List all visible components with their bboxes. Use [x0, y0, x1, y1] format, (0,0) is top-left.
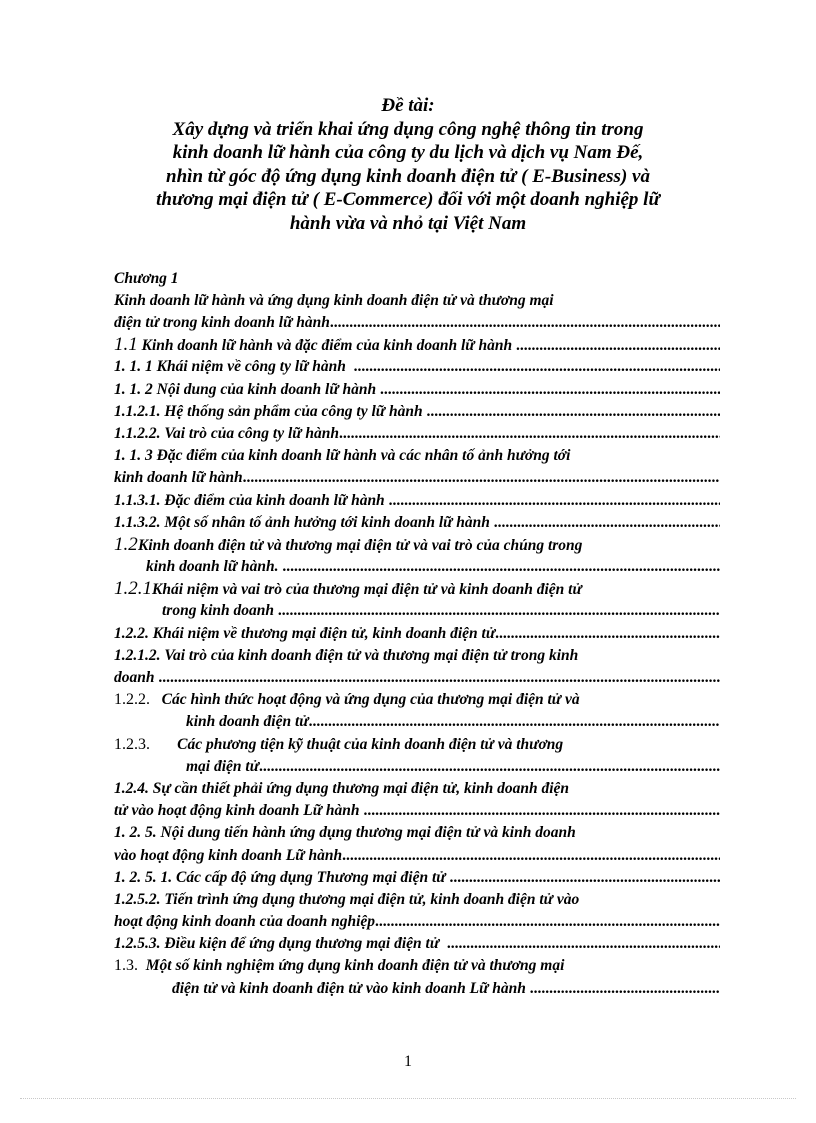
toc-entry-text: Một số kinh nghiệm ứng dụng kinh doanh điện tử và thương mại [138, 957, 565, 975]
chapter-label: Chương 1 [114, 270, 179, 287]
dot-leader [447, 933, 720, 955]
toc-entry[interactable] [114, 734, 720, 778]
toc-entry[interactable] [114, 689, 720, 733]
dot-leader [380, 379, 720, 401]
dot-leader [363, 800, 720, 822]
toc-entry-text: Kinh doanh lữ hành và đặc điểm của kinh doanh lữ hành [137, 337, 516, 355]
dot-leader [282, 556, 720, 578]
toc-entry-text: 1.1.2.1. Hệ thống sản phẩm của công ty lữ hành [114, 402, 427, 420]
dot-leader [449, 867, 720, 889]
toc-entry[interactable] [114, 889, 720, 933]
toc-entry-text: 1.2.5.3. Điều kiện để ứng dụng thương mại điện tử [114, 935, 447, 953]
dot-leader [389, 490, 720, 512]
toc-entry-text: Khái niệm và vai trò của thương mại điện tử và kinh doanh điện tử [152, 581, 582, 599]
toc-entry-text: 1. 1. 2 Nội dung của kinh doanh lữ hành [114, 380, 380, 398]
toc-entry-text: 1.1.2.2. Vai trò của công ty lữ hành [114, 424, 340, 442]
toc-entry[interactable] [114, 445, 720, 489]
toc-entry-text: 1. 2. 5. Nội dung tiến hành ứng dụng thương mại điện tử và kinh doanh [114, 824, 576, 842]
section-number: 1.2.3. [114, 735, 150, 753]
section-number: 1.2 [114, 533, 138, 555]
dot-leader [330, 312, 720, 334]
toc-entry-text: Các hình thức hoạt động và ứng dụng của thương mại điện tử và [150, 691, 580, 709]
toc-entry[interactable] [114, 822, 720, 866]
dot-leader [309, 711, 720, 733]
dot-leader [259, 756, 720, 778]
title-line: nhìn từ góc độ ứng dụng kinh doanh điện tử ( E-Business) và [166, 165, 650, 187]
toc-entry[interactable] [114, 534, 720, 578]
title-heading: Đề tài: [381, 95, 435, 116]
section-number: 1.2.1 [114, 578, 152, 600]
toc-entry-text: 1.2.2. Khái niệm về thương mại điện tử, kinh doanh điện tử [114, 624, 496, 642]
dot-leader [339, 423, 720, 445]
toc-entry-text: 1.1.3.2. Một số nhân tố ảnh hưởng tới kinh doanh lữ hành [114, 513, 494, 531]
toc-entry-text: 1.2.1.2. Vai trò của kinh doanh điện tử và thương mại điện tử trong kinh [114, 646, 579, 664]
chapter-title-line: điện tử trong kinh doanh lữ hành [114, 314, 330, 331]
section-number: 1.1 [114, 334, 138, 356]
toc-entry[interactable] [114, 356, 720, 378]
toc-entry-text: 1. 2. 5. 1. Các cấp độ ứng dụng Thương mại điện tử [114, 868, 450, 886]
toc-entry[interactable] [114, 645, 720, 689]
section-number: 1.2.2. [114, 691, 150, 709]
toc-entry-continuation: kinh doanh lữ hành. [146, 558, 283, 576]
page-bottom-border [20, 1098, 796, 1099]
toc-entry-text: Các phương tiện kỹ thuật của kinh doanh điện tử và thương [150, 735, 564, 753]
toc-entry-text: Kinh doanh điện tử và thương mại điện tử và vai trò của chúng trong [138, 536, 583, 554]
toc-entry-text: 1.1.3.1. Đặc điểm của kinh doanh lữ hành [114, 491, 389, 509]
dot-leader [495, 623, 720, 645]
toc-entry-continuation: vào hoạt động kinh doanh Lữ hành [114, 846, 343, 864]
toc-entry-continuation: trong kinh doanh [162, 602, 278, 620]
toc-entry[interactable] [114, 423, 720, 445]
toc-entry[interactable] [114, 401, 720, 423]
dot-leader [516, 335, 720, 357]
toc-entry[interactable] [114, 490, 720, 512]
table-of-contents [114, 268, 720, 1000]
toc-entry-text: 1.2.5.2. Tiến trình ứng dụng thương mại điện tử, kinh doanh điện tử vào [114, 890, 580, 908]
toc-entry-chapter-1 [114, 312, 720, 334]
dot-leader [342, 845, 720, 867]
dot-leader [158, 667, 720, 689]
page-number: 1 [404, 1053, 412, 1070]
toc-entry[interactable] [114, 778, 720, 822]
title-line: Xây dựng và triển khai ứng dụng công nghệ thông tin trong [172, 118, 644, 140]
title-line: kinh doanh lữ hành của công ty du lịch và dịch vụ Nam Đế, [172, 142, 644, 163]
toc-entry[interactable] [114, 955, 720, 999]
dot-leader [494, 512, 720, 534]
toc-entry-continuation: mại điện tử [186, 757, 260, 775]
toc-entry[interactable] [114, 933, 720, 955]
toc-entry-text: 1. 1. 3 Đặc điểm của kinh doanh lữ hành và các nhân tố ảnh hưởng tới [114, 447, 571, 465]
dot-leader [278, 600, 720, 622]
chapter-title-line: Kinh doanh lữ hành và ứng dụng kinh doanh điện tử và thương mại [114, 292, 554, 309]
dot-leader [530, 978, 720, 1000]
section-number: 1.3. [114, 957, 138, 975]
toc-entry-text: 1.2.4. Sự cần thiết phải ứng dụng thương mại điện tử, kinh doanh điện [114, 779, 570, 797]
toc-entry[interactable] [114, 578, 720, 622]
toc-entry-list [114, 334, 720, 1000]
dot-leader [354, 356, 720, 378]
toc-entry[interactable] [114, 334, 720, 356]
toc-entry-continuation: điện tử và kinh doanh điện tử vào kinh doanh Lữ hành [172, 979, 530, 997]
toc-entry-text: 1. 1. 1 Khái niệm về công ty lữ hành [114, 358, 354, 376]
toc-entry[interactable] [114, 867, 720, 889]
title-line: hành vừa và nhỏ tại Việt Nam [289, 212, 527, 234]
toc-entry-continuation: kinh doanh điện tử [186, 713, 309, 731]
toc-entry[interactable] [114, 512, 720, 534]
dot-leader [243, 467, 720, 489]
toc-entry-continuation: tử vào hoạt động kinh doanh Lữ hành [114, 802, 364, 820]
toc-entry-continuation: hoạt động kinh doanh của doanh nghiệp [114, 913, 376, 931]
document-title [100, 94, 716, 235]
title-line: thương mại điện tử ( E-Commerce) đối với một doanh nghiệp lữ [156, 189, 660, 210]
toc-entry[interactable] [114, 623, 720, 645]
dot-leader [375, 911, 720, 933]
dot-leader [426, 401, 720, 423]
toc-entry[interactable] [114, 379, 720, 401]
toc-entry-continuation: doanh [114, 669, 159, 686]
toc-entry-continuation: kinh doanh lữ hành [114, 469, 243, 487]
